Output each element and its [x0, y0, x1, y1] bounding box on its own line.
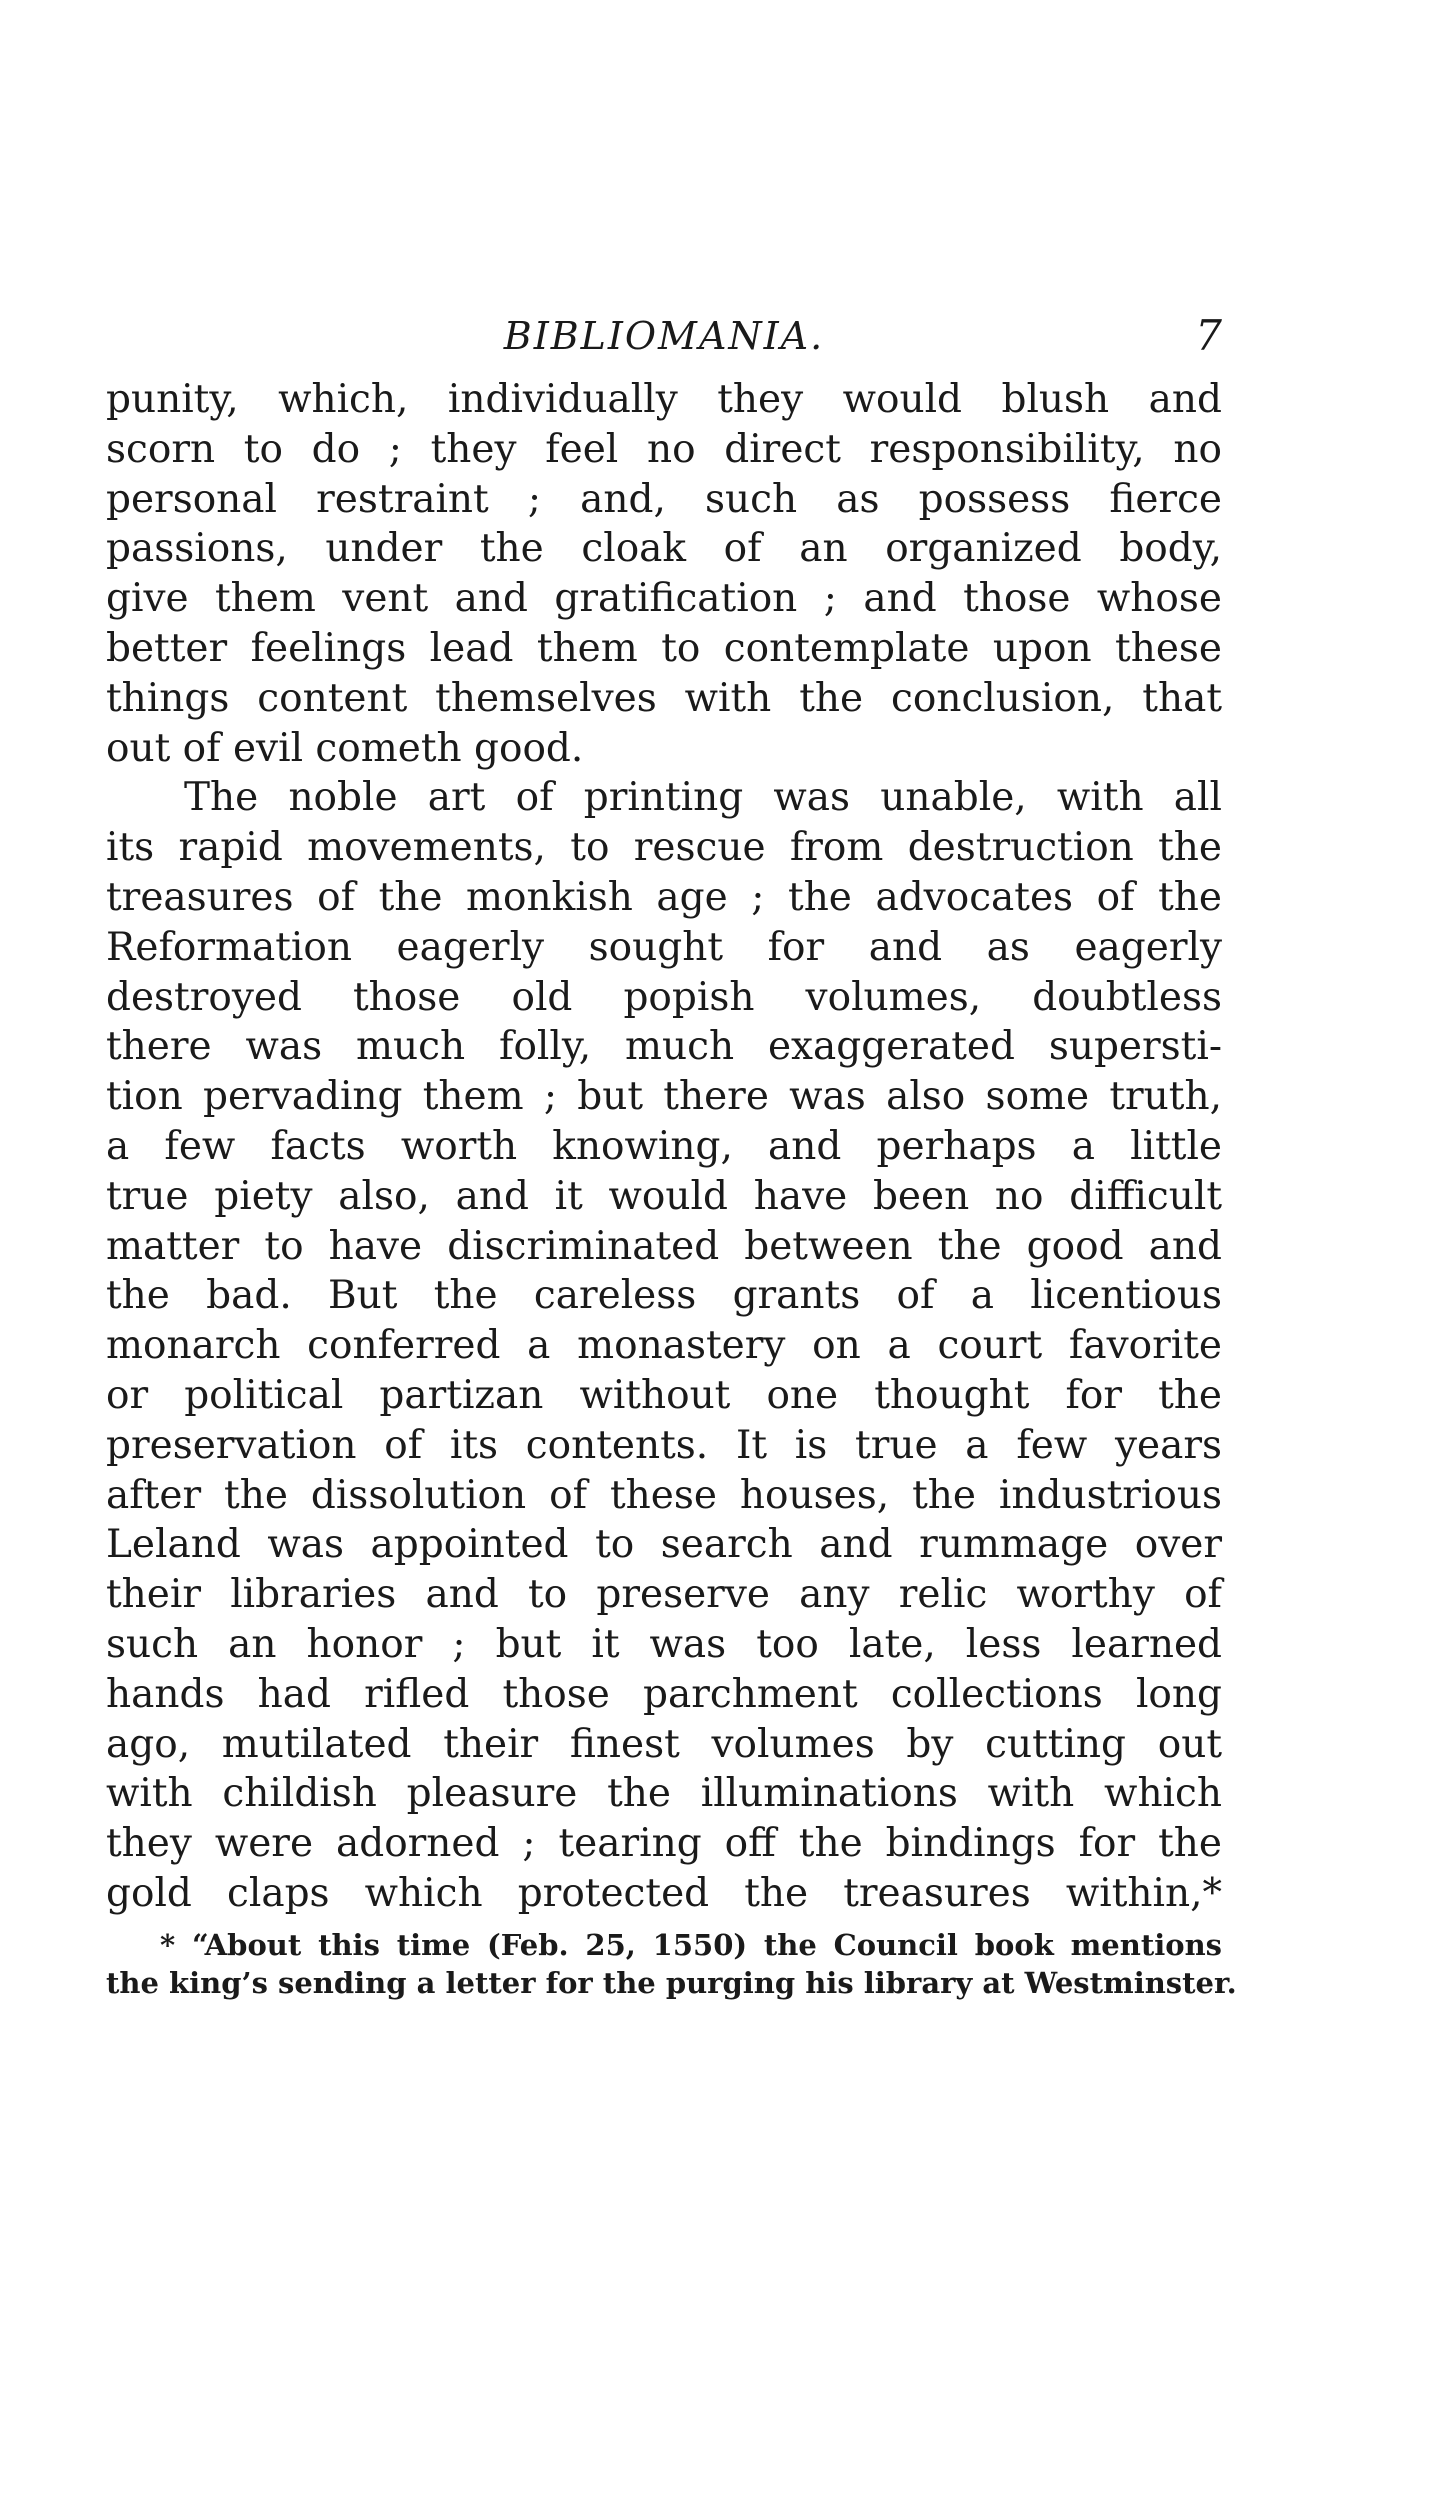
text-line: better feelings lead them to contemplate upon these [106, 625, 1222, 671]
text-line: things content themselves with the conclusion, that [106, 675, 1222, 721]
text-line: Leland was appointed to search and rummage over [106, 1522, 1222, 1568]
text-line: Reformation eagerly sought for and as eagerly [106, 924, 1222, 970]
text-line: out of evil cometh good. [106, 725, 584, 771]
text-line: scorn to do ; they feel no direct responsibility, no [106, 426, 1222, 472]
text-line: preservation of its contents. It is true a few years [106, 1422, 1222, 1468]
body-text [106, 375, 1222, 1919]
running-title: BIBLIOMANIA. [503, 314, 825, 358]
text-line: or political partizan without one thought for the [106, 1372, 1222, 1418]
running-head [106, 308, 1222, 364]
text-line: personal restraint ; and, such as possess fierce [106, 476, 1222, 522]
text-line: The noble art of printing was unable, with all [184, 775, 1222, 821]
text-line: treasures of the monkish age ; the advocates of the [106, 874, 1222, 920]
text-line: tion pervading them ; but there was also some truth, [106, 1074, 1222, 1120]
text-line: destroyed those old popish volumes, doubtless [106, 974, 1222, 1020]
footnote [106, 1926, 1237, 2002]
text-line: their libraries and to preserve any relic worthy of [106, 1572, 1222, 1618]
footnote-line: the king’s sending a letter for the purging his library at Westminster. [106, 1966, 1237, 2000]
text-line: punity, which, individually they would blush and [106, 377, 1222, 422]
text-line: hands had rifled those parchment collections long [106, 1671, 1222, 1717]
text-line: ago, mutilated their finest volumes by cutting out [106, 1721, 1222, 1767]
text-line: the bad. But the careless grants of a licentious [106, 1273, 1222, 1319]
text-line: there was much folly, much exaggerated supersti- [106, 1024, 1222, 1070]
text-line: after the dissolution of these houses, the industrious [106, 1472, 1222, 1518]
page-number: 7 [1195, 311, 1222, 360]
text-line: with childish pleasure the illuminations with which [106, 1771, 1222, 1817]
text-line: give them vent and gratification ; and those whose [106, 576, 1222, 622]
footnote-line: * “About this time (Feb. 25, 1550) the Council book mentions [160, 1928, 1222, 1962]
text-line: they were adorned ; tearing off the bindings for the [106, 1821, 1222, 1867]
text-line: matter to have discriminated between the good and [106, 1223, 1222, 1269]
text-line: true piety also, and it would have been no difficult [106, 1173, 1222, 1219]
text-line: such an honor ; but it was too late, less learned [106, 1621, 1222, 1667]
text-line: gold claps which protected the treasures within,* [106, 1870, 1222, 1916]
text-line: passions, under the cloak of an organized body, [106, 526, 1222, 572]
text-line: its rapid movements, to rescue from destruction the [106, 825, 1222, 871]
text-line: monarch conferred a monastery on a court favorite [106, 1323, 1222, 1369]
text-line: a few facts worth knowing, and perhaps a little [106, 1123, 1222, 1169]
